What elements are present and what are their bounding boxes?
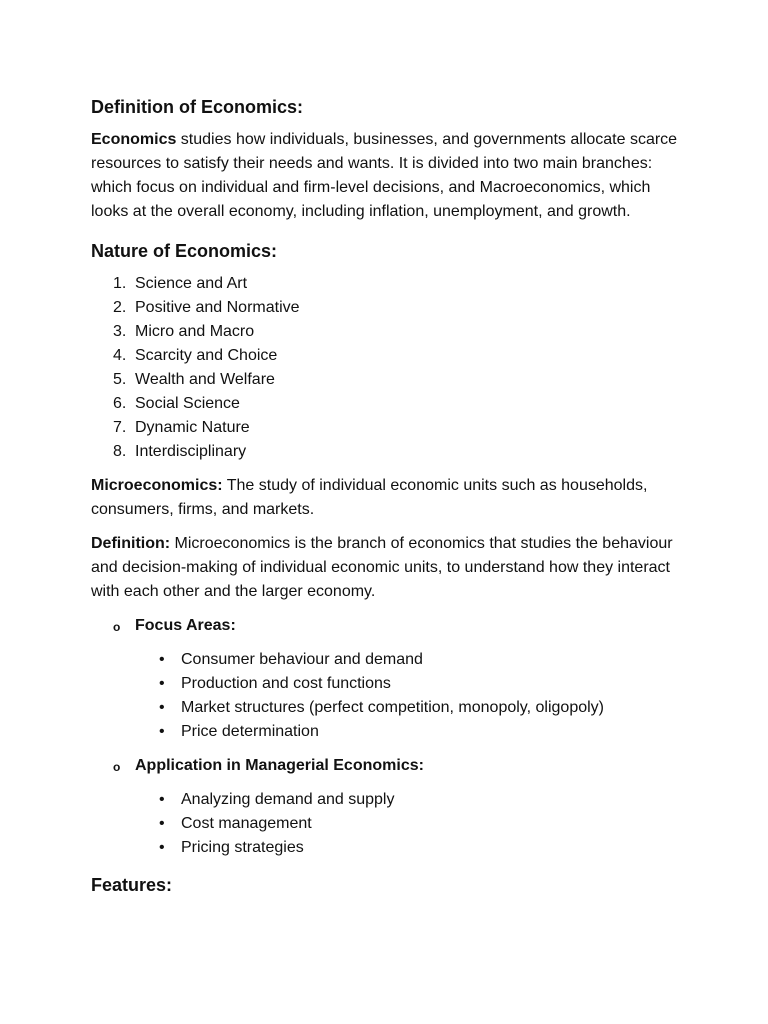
list-item-label: Price determination: [181, 723, 319, 740]
nature-list-item: [91, 440, 691, 464]
microeconomics-term: Microeconomics:: [91, 477, 223, 494]
list-number: 1.: [113, 275, 127, 292]
list-item-label: Interdisciplinary: [135, 443, 247, 460]
list-item-label: Micro and Macro: [135, 323, 255, 340]
focus-areas-title: Focus Areas:: [135, 617, 236, 634]
bullet-icon: •: [159, 675, 165, 692]
list-number: 7.: [113, 419, 127, 436]
definition-text: studies how individuals, businesses, and governments allocate scarce resources to satisfy their needs and wants. It is divided into two main branches: which focus on individual and firm-level decisions, and Macroeconomics, which looks at the overall economy, including inflation, unemployment, and growth.: [91, 131, 678, 220]
nature-list-item: [91, 416, 691, 440]
focus-areas-heading: [91, 614, 691, 638]
list-item: [91, 648, 691, 672]
definition-paragraph: [91, 128, 691, 224]
nature-list-item: [91, 296, 691, 320]
micro-definition-text: Microeconomics is the branch of economics that studies the behaviour and decision-making of individual economic units, to understand how they interact with each other and the larger economy.: [91, 535, 673, 600]
list-number: 6.: [113, 395, 127, 412]
bullet-icon: •: [159, 651, 165, 668]
list-item: [91, 720, 691, 744]
nature-list-item: [91, 272, 691, 296]
list-item: [91, 672, 691, 696]
list-number: 3.: [113, 323, 127, 340]
list-item-label: Positive and Normative: [135, 299, 300, 316]
list-item-label: Production and cost functions: [181, 675, 391, 692]
bullet-icon: •: [159, 699, 165, 716]
circle-bullet-icon: o: [113, 620, 121, 634]
document-page: [91, 94, 691, 898]
application-title: Application in Managerial Economics:: [135, 757, 424, 774]
nature-list-item: [91, 344, 691, 368]
list-item: [91, 836, 691, 860]
micro-definition-term: Definition:: [91, 535, 171, 552]
application-section: [91, 754, 691, 860]
list-item-label: Dynamic Nature: [135, 419, 250, 436]
list-number: 8.: [113, 443, 127, 460]
list-item-label: Cost management: [181, 815, 312, 832]
list-item-label: Consumer behaviour and demand: [181, 651, 423, 668]
bullet-icon: •: [159, 723, 165, 740]
nature-heading: Nature of Economics:: [91, 241, 278, 261]
focus-areas-list: [91, 648, 691, 744]
list-item: [91, 812, 691, 836]
list-item-label: Social Science: [135, 395, 240, 412]
nature-list-item: [91, 368, 691, 392]
list-item-label: Market structures (perfect competition, monopoly, oligopoly): [181, 699, 604, 716]
microeconomics-paragraph: [91, 474, 691, 522]
list-item: [91, 788, 691, 812]
list-number: 4.: [113, 347, 127, 364]
microeconomics-text: The study of individual economic units such as households, consumers, firms, and markets.: [91, 477, 648, 518]
definition-term: Economics: [91, 131, 177, 148]
nature-list-item: [91, 392, 691, 416]
definition-heading: Definition of Economics:: [91, 97, 304, 117]
focus-areas-section: [91, 614, 691, 744]
list-item: [91, 696, 691, 720]
nature-list-item: [91, 320, 691, 344]
bullet-icon: •: [159, 791, 165, 808]
features-heading: Features:: [91, 875, 173, 895]
bullet-icon: •: [159, 839, 165, 856]
list-item-label: Pricing strategies: [181, 839, 304, 856]
list-number: 2.: [113, 299, 127, 316]
nature-list: [91, 272, 691, 464]
list-item-label: Wealth and Welfare: [135, 371, 275, 388]
list-item-label: Science and Art: [135, 275, 248, 292]
list-number: 5.: [113, 371, 127, 388]
application-list: [91, 788, 691, 860]
circle-bullet-icon: o: [113, 760, 121, 774]
bullet-icon: •: [159, 815, 165, 832]
list-item-label: Scarcity and Choice: [135, 347, 278, 364]
list-item-label: Analyzing demand and supply: [181, 791, 395, 808]
micro-definition-paragraph: [91, 532, 691, 604]
application-heading: [91, 754, 691, 778]
